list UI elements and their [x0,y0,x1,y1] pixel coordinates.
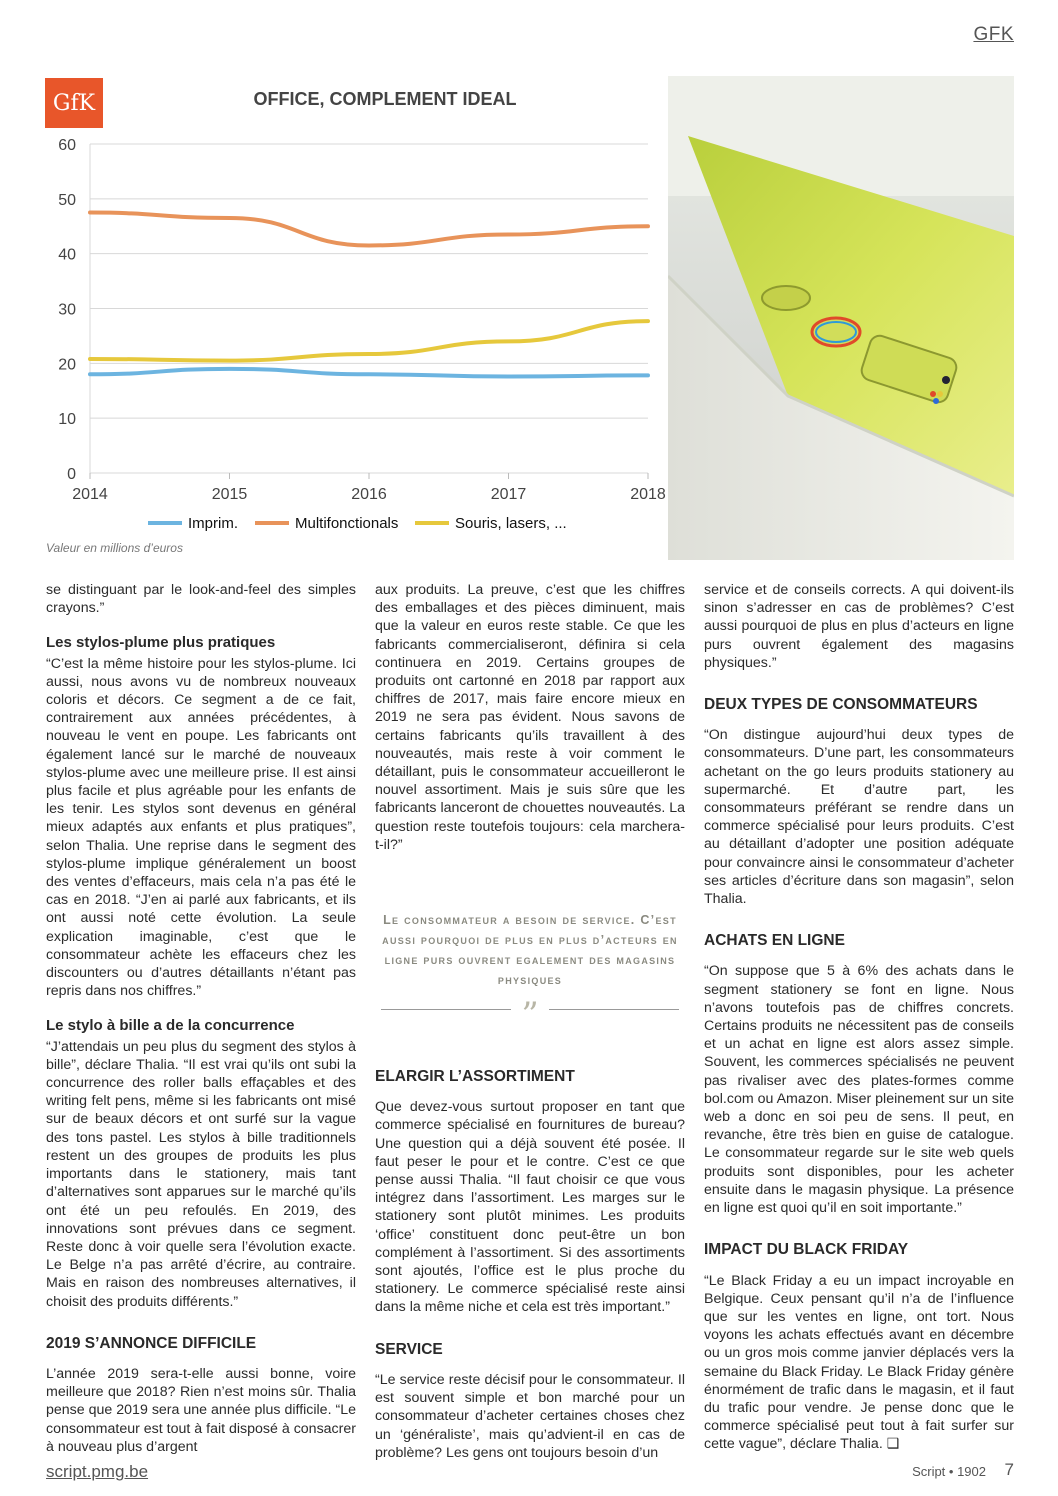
y-tick-label: 50 [58,191,76,209]
column-3 [704,581,1014,1454]
chart-legend [148,515,567,532]
subheading: Le stylo à bille a de la concurrence [46,1017,295,1035]
paragraph: “On distingue aujourd’hui deux types de consommateurs. D’une part, les consommateurs achetant on the go leurs produits stationery au supermarché. Et d’autre part, les consommateurs préférant se rendre dans un commerce spécialisé pour leurs produits. C’est au détaillant d’adopter une position adéquate pour convaincre ainsi le consommateur d’acheter ses articles d’écriture dans son magasin”, selon Thalia. [704,727,1014,908]
y-tick-label: 30 [58,301,76,319]
y-tick-label: 60 [58,137,76,154]
x-tick-label: 2016 [351,486,387,503]
gfk-logo [45,78,103,128]
series-line [90,213,648,246]
paragraph: “J’attendais un peu plus du segment des stylos à bille”, déclare Thalia. “Il est vrai qu’ils ont subi la concurrence des roller balls effaçables et des writing felt pens, même si les fabricants ont misé sur de beaux décors et ont surfé sur la vague des tons pastel. Les stylos à bille traditionnels restent un des groupes de produits les plus importants dans le stationery, mais tant d’alternatives sont apparues sur le marché qu’ils ont été un peu refoulés. En 2019, des innovations sont prévues dans ce segment. Reste donc à voir quelle sera l’évolution exacte. Le Belge n’a pas arrêté d’écrire, au contraire. Mais en raison des nombreuses alternatives, il choisit des produits différents.” [46,1038,356,1310]
subheading: Les stylos-plume plus pratiques [46,634,276,652]
x-tick-label: 2018 [630,486,666,503]
section-heading: IMPACT DU BLACK FRIDAY [704,1241,909,1259]
chart-note: Valeur en millions d’euros [46,541,183,555]
paragraph: L’année 2019 sera-t-elle aussi bonne, voire meilleure que 2018? Rien n’est moins sûr. Thalia pense que 2019 sera une année plus difficile. “Le consommateur est tout à fait disposé à consacrer à nouveau plus d’argent [46,1365,356,1455]
paragraph: se distinguant par le look-and-feel des simples crayons.” [46,582,356,617]
x-tick-label: 2014 [72,486,108,503]
series-line [90,321,648,360]
legend-label: Multifonctionals [295,515,399,532]
end-mark-icon: ❑ [882,1436,900,1453]
chart-grid [90,144,648,479]
page-number: 7 [1004,1460,1014,1479]
section-heading: DEUX TYPES DE CONSOMMATEURS [704,696,978,714]
logo-text: GfK [52,90,96,116]
issue-label: Script • 1902 [912,1464,986,1479]
printer-photo [668,76,1014,560]
column-1 [46,581,356,1456]
paragraph-text: “Le Black Friday a eu un impact incroyable en Belgique. Ceux pensant qu’il n’a de l’influence que sur les ventes en ligne, ont tort. Nous voyons les achats effectués avant en décembre ou un gros mois comme janvier déplacés vers la semaine du Black Friday. Le Black Friday génère énormément de trafic dans le magasin, et il faut du trafic pour vendre. Je pense donc que le commerce spécialisé peut tout à fait surfer sur cette vague”, déclare Thalia. [704,1272,1014,1453]
paragraph: service et de conseils corrects. A qui doivent-ils sinon s’adresser en cas de problèmes? C’est aussi pourquoi de plus en plus d’acteurs en ligne purs ouvrent également des magasins physiques.” [704,582,1014,671]
series-line [90,369,648,377]
pull-quote: Le consommateur a besoin de service. C’est aussi pourquoi de plus en plus d’acteurs en ligne purs ouvrent egalement des magasins physiques [382,913,678,988]
header-brand: GFK [973,24,1014,45]
site-link[interactable]: script.pmg.be [46,1462,149,1481]
paragraph: “Le service reste décisif pour le consommateur. Il est souvent simple et bon marché pour un consommateur d’acheter certaines choses chez un ‘généraliste’, mais qu’advient-il en cas de problème? Les gens ont toujours besoin d’un [375,1371,685,1461]
section-heading: 2019 S’ANNONCE DIFFICILE [46,1334,257,1352]
paragraph: aux produits. La preuve, c’est que les chiffres des emballages et des pièces diminuent, mais que la valeur en euros reste stable. Ce que les fabricants commercialiseront, définira si cela continuera en 2019. Certains groupes de produits ont cartonné en 2018 par rapport aux chiffres de 2017, mais faire encore mieux en 2019 ne sera pas évident. Nous savons de certains fabricants qu’ils travaillent à des nouveautés, mais reste à voir comment le détaillant, puis le consommateur accueilleront le nouvel assortiment. Mais je suis sûre que les fabricants lanceront de chouettes nouveautés. La question reste toutefois toujours: cela marchera-t-il?” [375,582,685,853]
x-tick-label: 2015 [211,486,248,503]
chart-title: OFFICE, COMPLEMENT IDEAL [253,89,517,109]
section-heading: ELARGIR L’ASSORTIMENT [375,1068,575,1086]
divider [549,1009,679,1010]
y-tick-label: 40 [58,246,76,264]
quote-mark-icon: ” [521,995,539,1036]
chart-series [90,213,648,377]
chart-y-ticks [58,137,76,483]
legend-label: Imprim. [188,515,238,532]
paragraph [704,1272,1014,1454]
divider [381,1009,511,1010]
legend-label: Souris, lasers, ... [455,515,567,532]
y-tick-label: 10 [58,411,76,429]
y-tick-label: 0 [67,466,76,483]
y-tick-label: 20 [58,356,76,374]
section-heading: ACHATS EN LIGNE [704,932,845,950]
paragraph: “On suppose que 5 à 6% des achats dans le segment stationery se font en ligne. Nous n’avons toutefois pas de chiffres concrets. Certains produits ne nécessitent pas de conseils et un achat en ligne est alors assez simple. Souvent, les commerces spécialisés ne peuvent pas rivaliser avec des plates-formes comme bol.com ou Amazon. Miser pleinement sur un site web a donc en soi peu de sens. Il peut, en revanche, être très bien en guise de catalogue. Le consommateur regarde sur le site web quels produits sont disponibles, pour les acheter ensuite dans le magasin physique. La présence en ligne est quoi qu’il en soit importante.” [704,963,1014,1217]
paragraph: “C’est la même histoire pour les stylos-plume. Ici aussi, nous avons vu de nombreux nouveaux coloris et décors. Ce segment a de ce fait, contrairement aux années précédentes, à nouveau le vent en poupe. Les fabricants ont également lancé sur le marché de nouveaux stylos-plume avec une meilleure prise. Il est ainsi plus facile et plus agréable pour les enfants de les tenir. Les stylos sont devenus en général mieux adaptés aux enfants et plus pratiques”, selon Thalia. Une reprise dans le segment des stylos-plume implique généralement un boost des ventes d’effaceurs, mais cela n’a pas été le cas en 2018. “J’en ai parlé aux fabricants, et ils ont aussi noté cette évolution. La seule explication imaginable, c’est que le consommateur achète les effaceurs chez les discounters ou d’autres détaillants n’étant pas repris dans nos chiffres.” [46,655,356,1000]
line-chart [40,130,680,550]
pull-quote-rule [381,995,679,1036]
paragraph: Que devez-vous surtout proposer en tant que commerce spécialisé en fournitures de bureau? Une question qui a déjà souvent été posée. Il faut peser le pour et le contre. C’est ce que pense aussi Thalia. “Il faut choisir ce que vous intégrez dans l’assortiment. Les marges sur le stationery sont plutôt minimes. Les produits ‘office’ constituent donc peut-être un bon complément à l’assortiment. Si des assortiments sont ajoutés, l’office est le plus proche du stationery. Le commerce spécialisé reste ainsi dans la même niche et cela est très important.” [375,1099,685,1316]
column-2 [375,581,685,1462]
chart-x-ticks [72,486,666,503]
section-heading: SERVICE [375,1340,443,1358]
x-tick-label: 2017 [490,486,527,503]
